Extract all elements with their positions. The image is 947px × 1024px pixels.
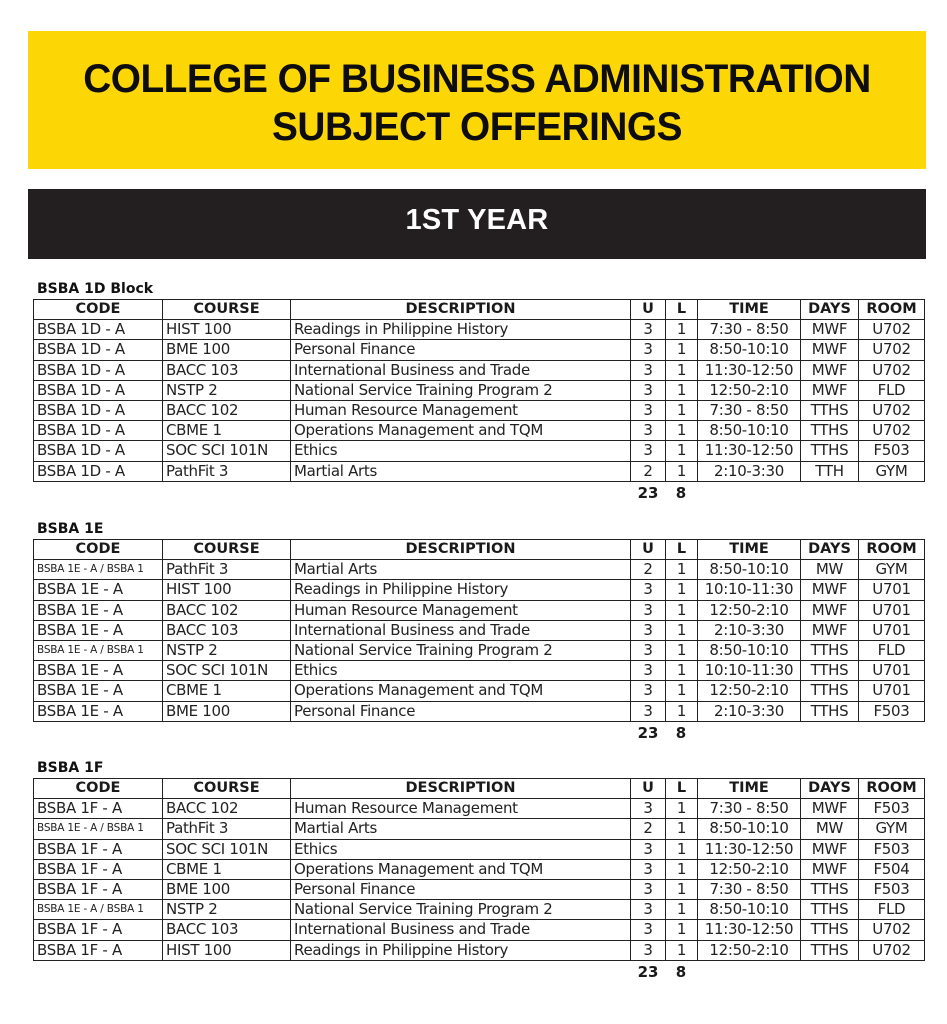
cell-course: SOC SCI 101N	[163, 661, 291, 681]
table-row	[34, 380, 925, 400]
cell-time: 7:30 - 8:50	[698, 400, 801, 420]
table-row	[34, 400, 925, 420]
cell-code: BSBA 1E - A / BSBA 1	[34, 560, 163, 580]
table-row	[34, 900, 925, 920]
schedule-table	[33, 778, 925, 961]
cell-lab: 1	[666, 900, 698, 920]
cell-time: 2:10-3:30	[698, 461, 801, 481]
schedule-block-bsba-1d	[33, 280, 924, 502]
cell-days: TTHS	[801, 900, 859, 920]
cell-time: 8:50-10:10	[698, 900, 801, 920]
cell-course: BACC 103	[163, 620, 291, 640]
cell-description: Ethics	[291, 441, 631, 461]
cell-room: U701	[859, 620, 925, 640]
totals-row	[33, 961, 924, 981]
column-header-code: CODE	[34, 540, 163, 560]
cell-description: Human Resource Management	[291, 799, 631, 819]
cell-description: Readings in Philippine History	[291, 580, 631, 600]
cell-code: BSBA 1E - A	[34, 701, 163, 721]
cell-description: Personal Finance	[291, 701, 631, 721]
cell-units: 3	[631, 920, 666, 940]
cell-lab: 1	[666, 461, 698, 481]
cell-room: F503	[859, 839, 925, 859]
cell-room: U702	[859, 920, 925, 940]
cell-code: BSBA 1D - A	[34, 320, 163, 340]
cell-units: 2	[631, 819, 666, 839]
cell-description: Readings in Philippine History	[291, 320, 631, 340]
cell-course: PathFit 3	[163, 461, 291, 481]
cell-days: TTHS	[801, 681, 859, 701]
cell-lab: 1	[666, 879, 698, 899]
cell-units: 3	[631, 620, 666, 640]
cell-description: Personal Finance	[291, 340, 631, 360]
cell-units: 3	[631, 940, 666, 960]
cell-code: BSBA 1D - A	[34, 360, 163, 380]
cell-course: BACC 102	[163, 799, 291, 819]
table-row	[34, 940, 925, 960]
cell-course: BME 100	[163, 340, 291, 360]
cell-room: FLD	[859, 900, 925, 920]
cell-units: 3	[631, 421, 666, 441]
cell-time: 12:50-2:10	[698, 940, 801, 960]
cell-days: TTH	[801, 461, 859, 481]
total-lab: 8	[675, 723, 687, 742]
schedule-block-bsba-1e	[33, 520, 924, 742]
cell-units: 3	[631, 879, 666, 899]
cell-lab: 1	[666, 320, 698, 340]
cell-lab: 1	[666, 421, 698, 441]
cell-code: BSBA 1E - A	[34, 681, 163, 701]
cell-lab: 1	[666, 920, 698, 940]
cell-lab: 1	[666, 859, 698, 879]
cell-lab: 1	[666, 640, 698, 660]
total-units: 23	[637, 483, 659, 502]
cell-code: BSBA 1F - A	[34, 920, 163, 940]
cell-units: 2	[631, 560, 666, 580]
year-label: 1ST YEAR	[405, 204, 549, 236]
cell-units: 3	[631, 400, 666, 420]
cell-code: BSBA 1E - A	[34, 600, 163, 620]
totals-row	[33, 722, 924, 742]
cell-lab: 1	[666, 600, 698, 620]
cell-code: BSBA 1D - A	[34, 380, 163, 400]
cell-code: BSBA 1F - A	[34, 839, 163, 859]
cell-units: 3	[631, 580, 666, 600]
table-header-row	[34, 779, 925, 799]
cell-time: 8:50-10:10	[698, 421, 801, 441]
cell-time: 8:50-10:10	[698, 340, 801, 360]
table-row	[34, 799, 925, 819]
cell-room: U701	[859, 661, 925, 681]
cell-course: PathFit 3	[163, 819, 291, 839]
column-header-days: DAYS	[801, 540, 859, 560]
table-header-row	[34, 540, 925, 560]
cell-units: 3	[631, 640, 666, 660]
cell-description: National Service Training Program 2	[291, 380, 631, 400]
cell-room: FLD	[859, 640, 925, 660]
table-row	[34, 920, 925, 940]
table-row	[34, 661, 925, 681]
cell-room: U702	[859, 421, 925, 441]
cell-description: Martial Arts	[291, 819, 631, 839]
cell-days: MWF	[801, 380, 859, 400]
cell-code: BSBA 1D - A	[34, 421, 163, 441]
cell-description: National Service Training Program 2	[291, 640, 631, 660]
table-header-row	[34, 300, 925, 320]
cell-course: CBME 1	[163, 859, 291, 879]
column-header-lab: L	[666, 779, 698, 799]
cell-units: 3	[631, 441, 666, 461]
cell-course: BME 100	[163, 879, 291, 899]
cell-room: FLD	[859, 380, 925, 400]
block-title: BSBA 1D Block	[37, 281, 154, 297]
cell-room: U702	[859, 400, 925, 420]
table-row	[34, 461, 925, 481]
cell-description: Martial Arts	[291, 560, 631, 580]
cell-days: MW	[801, 560, 859, 580]
cell-days: MWF	[801, 360, 859, 380]
cell-course: BACC 102	[163, 600, 291, 620]
column-header-description: DESCRIPTION	[291, 300, 631, 320]
cell-time: 12:50-2:10	[698, 600, 801, 620]
table-row	[34, 859, 925, 879]
cell-code: BSBA 1D - A	[34, 340, 163, 360]
cell-room: U702	[859, 940, 925, 960]
table-row	[34, 340, 925, 360]
cell-course: HIST 100	[163, 320, 291, 340]
cell-units: 3	[631, 320, 666, 340]
cell-code: BSBA 1D - A	[34, 461, 163, 481]
column-header-course: COURSE	[163, 779, 291, 799]
cell-description: Human Resource Management	[291, 600, 631, 620]
cell-description: Operations Management and TQM	[291, 421, 631, 441]
cell-room: F503	[859, 799, 925, 819]
schedule-block-bsba-1f	[33, 759, 924, 981]
cell-description: National Service Training Program 2	[291, 900, 631, 920]
cell-time: 12:50-2:10	[698, 681, 801, 701]
cell-lab: 1	[666, 441, 698, 461]
cell-lab: 1	[666, 360, 698, 380]
cell-days: MWF	[801, 799, 859, 819]
column-header-time: TIME	[698, 300, 801, 320]
cell-units: 3	[631, 859, 666, 879]
cell-lab: 1	[666, 340, 698, 360]
cell-code: BSBA 1F - A	[34, 799, 163, 819]
cell-lab: 1	[666, 839, 698, 859]
cell-days: MW	[801, 819, 859, 839]
column-header-room: ROOM	[859, 300, 925, 320]
cell-description: Readings in Philippine History	[291, 940, 631, 960]
cell-room: U701	[859, 681, 925, 701]
cell-days: MWF	[801, 620, 859, 640]
cell-units: 3	[631, 839, 666, 859]
table-row	[34, 320, 925, 340]
cell-room: F504	[859, 859, 925, 879]
schedule-table	[33, 539, 925, 722]
column-header-room: ROOM	[859, 540, 925, 560]
year-banner	[28, 189, 926, 259]
column-header-time: TIME	[698, 779, 801, 799]
column-header-room: ROOM	[859, 779, 925, 799]
totals-row	[33, 482, 924, 502]
column-header-units: U	[631, 779, 666, 799]
table-row	[34, 681, 925, 701]
cell-room: GYM	[859, 819, 925, 839]
cell-units: 3	[631, 681, 666, 701]
cell-time: 12:50-2:10	[698, 859, 801, 879]
cell-course: BME 100	[163, 701, 291, 721]
cell-room: F503	[859, 701, 925, 721]
cell-room: U702	[859, 340, 925, 360]
cell-code: BSBA 1F - A	[34, 859, 163, 879]
cell-time: 2:10-3:30	[698, 701, 801, 721]
cell-days: TTHS	[801, 400, 859, 420]
cell-units: 3	[631, 340, 666, 360]
column-header-lab: L	[666, 300, 698, 320]
table-row	[34, 560, 925, 580]
table-row	[34, 580, 925, 600]
cell-lab: 1	[666, 400, 698, 420]
total-units: 23	[637, 723, 659, 742]
cell-code: BSBA 1E - A / BSBA 1	[34, 900, 163, 920]
cell-lab: 1	[666, 661, 698, 681]
column-header-lab: L	[666, 540, 698, 560]
cell-days: TTHS	[801, 421, 859, 441]
cell-code: BSBA 1E - A	[34, 620, 163, 640]
cell-room: GYM	[859, 461, 925, 481]
cell-room: U702	[859, 360, 925, 380]
cell-lab: 1	[666, 701, 698, 721]
cell-description: Ethics	[291, 839, 631, 859]
column-header-time: TIME	[698, 540, 801, 560]
cell-course: NSTP 2	[163, 640, 291, 660]
table-row	[34, 360, 925, 380]
cell-time: 8:50-10:10	[698, 819, 801, 839]
cell-lab: 1	[666, 799, 698, 819]
table-row	[34, 701, 925, 721]
cell-room: U702	[859, 320, 925, 340]
cell-time: 11:30-12:50	[698, 441, 801, 461]
page-title-line-2: SUBJECT OFFERINGS	[272, 105, 682, 149]
cell-units: 3	[631, 900, 666, 920]
cell-days: TTHS	[801, 661, 859, 681]
cell-lab: 1	[666, 560, 698, 580]
cell-course: BACC 103	[163, 360, 291, 380]
cell-units: 3	[631, 600, 666, 620]
title-banner	[28, 31, 926, 169]
cell-time: 8:50-10:10	[698, 640, 801, 660]
cell-description: International Business and Trade	[291, 920, 631, 940]
cell-course: SOC SCI 101N	[163, 441, 291, 461]
page-title-line-1: COLLEGE OF BUSINESS ADMINISTRATION	[83, 57, 871, 101]
cell-course: CBME 1	[163, 421, 291, 441]
cell-course: HIST 100	[163, 580, 291, 600]
table-row	[34, 421, 925, 441]
cell-room: U701	[859, 580, 925, 600]
column-header-units: U	[631, 540, 666, 560]
cell-code: BSBA 1E - A	[34, 661, 163, 681]
cell-lab: 1	[666, 620, 698, 640]
column-header-code: CODE	[34, 300, 163, 320]
cell-description: International Business and Trade	[291, 620, 631, 640]
column-header-days: DAYS	[801, 300, 859, 320]
cell-description: Operations Management and TQM	[291, 859, 631, 879]
cell-description: International Business and Trade	[291, 360, 631, 380]
column-header-description: DESCRIPTION	[291, 540, 631, 560]
cell-course: SOC SCI 101N	[163, 839, 291, 859]
column-header-code: CODE	[34, 779, 163, 799]
cell-units: 3	[631, 380, 666, 400]
column-header-description: DESCRIPTION	[291, 779, 631, 799]
cell-time: 11:30-12:50	[698, 360, 801, 380]
cell-time: 7:30 - 8:50	[698, 799, 801, 819]
cell-days: TTHS	[801, 879, 859, 899]
cell-course: HIST 100	[163, 940, 291, 960]
table-row	[34, 819, 925, 839]
cell-code: BSBA 1E - A / BSBA 1	[34, 819, 163, 839]
cell-days: TTHS	[801, 701, 859, 721]
cell-days: MWF	[801, 600, 859, 620]
cell-time: 11:30-12:50	[698, 839, 801, 859]
cell-course: BACC 103	[163, 920, 291, 940]
cell-time: 11:30-12:50	[698, 920, 801, 940]
cell-course: PathFit 3	[163, 560, 291, 580]
cell-code: BSBA 1D - A	[34, 400, 163, 420]
cell-time: 7:30 - 8:50	[698, 320, 801, 340]
cell-code: BSBA 1F - A	[34, 940, 163, 960]
cell-description: Ethics	[291, 661, 631, 681]
table-row	[34, 620, 925, 640]
cell-time: 7:30 - 8:50	[698, 879, 801, 899]
table-row	[34, 879, 925, 899]
block-title: BSBA 1E	[37, 521, 104, 537]
cell-time: 8:50-10:10	[698, 560, 801, 580]
cell-room: F503	[859, 441, 925, 461]
cell-time: 10:10-11:30	[698, 661, 801, 681]
schedule-table	[33, 299, 925, 482]
cell-days: MWF	[801, 340, 859, 360]
cell-description: Operations Management and TQM	[291, 681, 631, 701]
total-lab: 8	[675, 483, 687, 502]
cell-units: 3	[631, 661, 666, 681]
cell-course: NSTP 2	[163, 900, 291, 920]
cell-description: Human Resource Management	[291, 400, 631, 420]
cell-time: 12:50-2:10	[698, 380, 801, 400]
cell-days: MWF	[801, 580, 859, 600]
cell-lab: 1	[666, 819, 698, 839]
cell-days: MWF	[801, 839, 859, 859]
cell-days: TTHS	[801, 920, 859, 940]
cell-code: BSBA 1E - A	[34, 580, 163, 600]
column-header-course: COURSE	[163, 300, 291, 320]
cell-days: TTHS	[801, 441, 859, 461]
cell-description: Personal Finance	[291, 879, 631, 899]
cell-code: BSBA 1E - A / BSBA 1	[34, 640, 163, 660]
cell-lab: 1	[666, 380, 698, 400]
total-lab: 8	[675, 962, 687, 981]
column-header-units: U	[631, 300, 666, 320]
cell-days: TTHS	[801, 640, 859, 660]
cell-code: BSBA 1D - A	[34, 441, 163, 461]
cell-lab: 1	[666, 580, 698, 600]
cell-course: BACC 102	[163, 400, 291, 420]
table-row	[34, 600, 925, 620]
cell-units: 2	[631, 461, 666, 481]
cell-lab: 1	[666, 940, 698, 960]
cell-lab: 1	[666, 681, 698, 701]
cell-days: MWF	[801, 859, 859, 879]
block-title: BSBA 1F	[37, 760, 104, 776]
table-row	[34, 839, 925, 859]
cell-course: NSTP 2	[163, 380, 291, 400]
cell-units: 3	[631, 701, 666, 721]
table-row	[34, 640, 925, 660]
column-header-course: COURSE	[163, 540, 291, 560]
total-units: 23	[637, 962, 659, 981]
cell-units: 3	[631, 799, 666, 819]
cell-days: TTHS	[801, 940, 859, 960]
cell-time: 10:10-11:30	[698, 580, 801, 600]
cell-room: GYM	[859, 560, 925, 580]
column-header-days: DAYS	[801, 779, 859, 799]
cell-time: 2:10-3:30	[698, 620, 801, 640]
cell-room: U701	[859, 600, 925, 620]
cell-description: Martial Arts	[291, 461, 631, 481]
cell-units: 3	[631, 360, 666, 380]
cell-days: MWF	[801, 320, 859, 340]
table-row	[34, 441, 925, 461]
cell-room: F503	[859, 879, 925, 899]
cell-course: CBME 1	[163, 681, 291, 701]
cell-code: BSBA 1F - A	[34, 879, 163, 899]
